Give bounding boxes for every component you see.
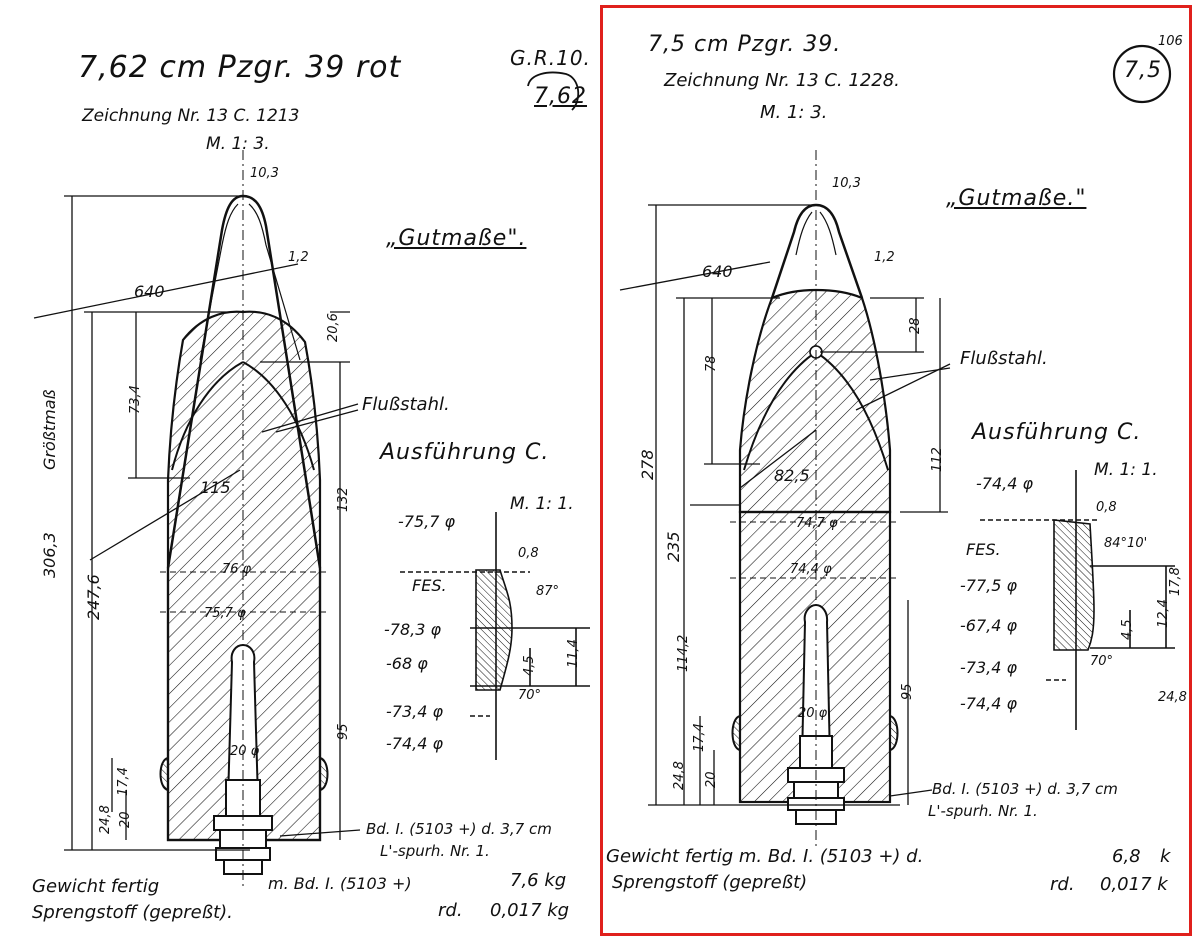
left-dim-247: 247,6 (84, 574, 103, 620)
right-dim-235: 235 (664, 531, 683, 562)
right-tracer2: L'-spurh. Nr. 1. (928, 802, 1038, 820)
right-variant: Ausführung C. (972, 420, 1142, 445)
left-dim-fuze: 20 φ (230, 744, 260, 759)
right-gutmasse: „Gutmaße." (946, 186, 1087, 211)
right-tracer: Bd. I. (5103 +) d. 3,7 cm (932, 780, 1118, 798)
right-detail-d3: -67,4 φ (960, 616, 1018, 635)
right-detail-d5: -74,4 φ (960, 694, 1018, 713)
right-explosive-value: 0,017 k (1100, 874, 1168, 895)
right-detail-d2: -77,5 φ (960, 576, 1018, 595)
right-detail-scale: M. 1: 1. (1094, 460, 1158, 480)
right-corner-mark: 7,5 (1124, 58, 1162, 83)
right-drawing-number: Zeichnung Nr. 13 C. 1228. (664, 70, 900, 91)
right-dim-band20: 20 (704, 771, 719, 788)
left-detail-d5: -74,4 φ (386, 734, 444, 753)
left-detail-w: 0,8 (518, 546, 539, 561)
left-dim-body: 132 (336, 487, 351, 512)
left-tracer: Bd. I. (5103 +) d. 3,7 cm (366, 820, 552, 838)
left-explosive-rd: rd. (438, 900, 463, 921)
left-dim-overall-label: Größtmaß (40, 389, 59, 470)
left-drawing-number: Zeichnung Nr. 13 C. 1213 (82, 106, 300, 126)
left-detail-d1: -75,7 φ (398, 512, 456, 531)
right-detail-fes: FES. (966, 540, 1001, 559)
left-detail-scale: M. 1: 1. (510, 494, 574, 514)
right-dim-825: 82,5 (774, 466, 810, 485)
right-explosive-rd: rd. (1050, 874, 1075, 895)
right-weight-value: 6,8 (1112, 846, 1141, 867)
right-dim-band248: 24,8 (672, 761, 687, 790)
right-dim-wall: 1,2 (874, 250, 895, 265)
right-dim-band174: 17,4 (692, 723, 707, 752)
right-detail-h1: 12,4 (1156, 599, 1171, 628)
left-detail-h2: 4,5 (522, 655, 537, 676)
left-gutmasse: „Gutmaße". (386, 226, 527, 251)
right-detail-d4: -73,4 φ (960, 658, 1018, 677)
left-detail-angle2: 70° (518, 688, 542, 703)
left-dim-overall: 306,3 (40, 532, 59, 578)
left-detail-d4: -73,4 φ (386, 702, 444, 721)
left-detail-h1: 11,4 (566, 639, 581, 668)
right-page-number: 106 (1158, 34, 1183, 49)
right-weight-unit: k (1160, 846, 1171, 867)
left-dim-band174: 17,4 (116, 767, 131, 796)
right-detail-angle2: 70° (1090, 654, 1114, 669)
right-dim-28: 28 (908, 317, 923, 334)
right-weight-label: Gewicht fertig m. Bd. I. (5103 +) d. (606, 846, 924, 867)
left-dim-757: 75,7 φ (204, 606, 246, 621)
left-dim-95: 95 (336, 723, 351, 740)
left-dim-wall: 1,2 (288, 250, 309, 265)
left-explosive-label: Sprengstoff (gepreßt). (32, 902, 233, 923)
highlight-frame (600, 5, 1192, 936)
left-dim-inner: 115 (200, 478, 231, 497)
right-scale: M. 1: 3. (760, 102, 828, 123)
left-detail-d3: -68 φ (386, 654, 428, 673)
right-detail-h2: 4,5 (1120, 619, 1135, 640)
left-material: Flußstahl. (362, 394, 450, 415)
right-material: Flußstahl. (960, 348, 1048, 369)
right-dim-278: 278 (638, 449, 657, 480)
right-dim-ogive: 640 (702, 262, 733, 281)
right-detail-d1: -74,4 φ (976, 474, 1034, 493)
left-weight-label: Gewicht fertig (32, 876, 160, 897)
left-dim-cavity: 73,4 (128, 385, 143, 414)
left-weight-value: 7,6 kg (510, 870, 567, 891)
left-weight-mid: m. Bd. I. (5103 +) (268, 874, 412, 893)
left-dim-tip: 10,3 (250, 166, 279, 181)
right-dim-tip: 10,3 (832, 176, 861, 191)
right-dim-112: 112 (930, 447, 945, 472)
right-detail-angle1: 84°10' (1104, 536, 1148, 551)
left-corner-mark: 7,62 (534, 84, 587, 109)
right-detail-h4: 24,8 (1158, 690, 1187, 705)
left-tracer2: L'-spurh. Nr. 1. (380, 842, 490, 860)
left-title: 7,62 cm Pzgr. 39 rot (78, 50, 402, 85)
right-explosive-label: Sprengstoff (gepreßt) (612, 872, 808, 893)
left-detail-fes: FES. (412, 576, 447, 595)
right-dim-95: 95 (900, 683, 915, 700)
right-dim-747: 74,7 φ (796, 516, 838, 531)
left-detail-d2: -78,3 φ (384, 620, 442, 639)
left-dim-band20: 20 (118, 811, 133, 828)
left-corner-code: G.R.10. (510, 46, 591, 70)
left-variant: Ausführung C. (380, 440, 550, 465)
right-detail-w: 0,8 (1096, 500, 1117, 515)
left-dim-cap: 20,6 (326, 313, 341, 342)
right-dim-1142: 114,2 (676, 634, 691, 672)
right-title: 7,5 cm Pzgr. 39. (648, 32, 842, 57)
left-scale: M. 1: 3. (206, 134, 270, 154)
left-dim-ogive: 640 (134, 282, 165, 301)
left-dim-band248: 24,8 (98, 805, 113, 834)
left-dim-76: 76 φ (222, 562, 252, 577)
left-detail-angle1: 87° (536, 584, 560, 599)
left-explosive-value: 0,017 kg (490, 900, 570, 921)
right-detail-h3: 17,8 (1168, 567, 1183, 596)
right-dim-744: 74,4 φ (790, 562, 832, 577)
right-dim-78: 78 (704, 355, 719, 372)
right-dim-fuze: 20 φ (798, 706, 828, 721)
